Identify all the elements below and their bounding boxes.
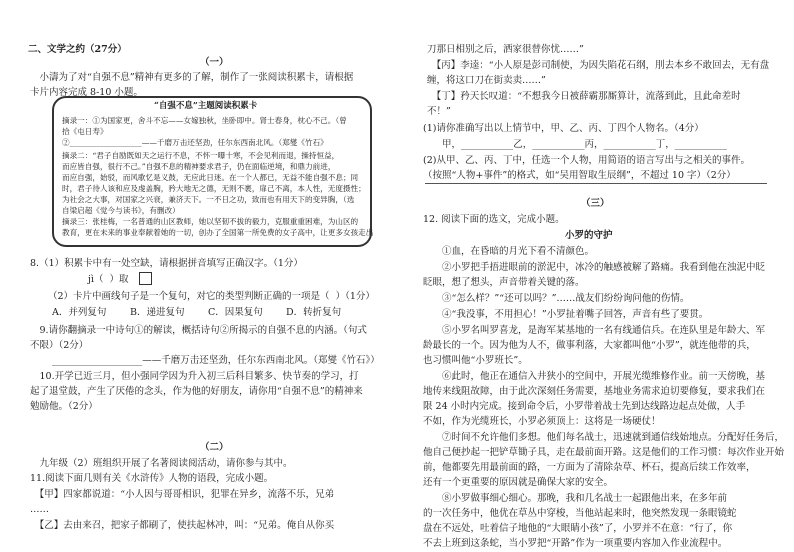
card-line: 摘录二：“君子自励既如天之运行不息，不怀一曝十寒，不会见利而退，操持恒益， — [62, 151, 340, 160]
story-para: 限 24 小时内完成。接到命令后，小罗带着战士先到达线路边起点处做，人手 — [423, 401, 746, 412]
story-para: 不如，作为光缆班长，小罗必须顶上：这将是一场硬仗！ — [423, 416, 661, 427]
passage-bing: 缠，将这口刀在街卖卖……” — [427, 75, 546, 86]
question-10: 起了退堂鼓，产生了厌倦的念头，作为他的好朋友，请你用“自强不息”的精神来 — [30, 386, 363, 397]
pinyin-prompt: jì（ ）取 — [88, 274, 129, 285]
option-b[interactable]: B．递进复句 — [130, 307, 185, 318]
story-para: ⑤小罗名叫罗喜龙，是海军某基地的一名有线通信兵。在连队里是年龄大、军 — [423, 325, 766, 336]
intro-line: 小濤为了对“自强不息”精神有更多的了解，制作了一张阅读积累卡，请根据 — [30, 72, 354, 83]
story-para: 眨眼，想了想头，声音带着关键的落。 — [423, 277, 585, 288]
passage-bing: 【丙】李逵：“小人原是彭司制使，为因失陷花石纲，刖去本乡不敢回去，无有盘 — [427, 60, 770, 71]
story-para: ②小罗把手捂进眼前的淤泥中，冰冷的触感被解了路痛。我看到他在浊泥中眨 — [423, 262, 766, 273]
card-line: 拾《屯日寿》 — [62, 127, 108, 136]
card-line: 时，君子待人该和应及虔盖胸，矜大地无之德，无则不裹，扉己不离，本人性，无度摄性； — [62, 184, 366, 193]
part2-intro: 九年级（2）班组织开展了名著阅读阅活动，请你参与其中。 — [30, 458, 293, 469]
intro-line: 卡片内容完成 8-10 小题。 — [30, 87, 143, 98]
passage-jia: …… — [30, 504, 49, 515]
part2-title: （二） — [200, 442, 229, 453]
answer-line[interactable] — [425, 183, 767, 184]
card-line: 而应皆自强，很行不己。”自强不息的精神要求君子，仍在面临逆境，和鼎力前进， — [62, 162, 336, 171]
card-line: 摘录三：张桂梅，一名普通的山区教师，她以坚韧不拔的毅力，克服重重困难，为山区的 — [62, 217, 359, 226]
answer-box[interactable] — [139, 272, 152, 285]
option-a[interactable]: A．并列复句 — [52, 307, 107, 318]
question-8-1: 8.（1）积累卡中有一处空缺，请根据拼音填写正确汉字。（1分） — [30, 258, 303, 269]
passage-yi: 【乙】去由来召，把家子都刷了，使扶起林冲，叫：“兄弟。俺自从你买 — [30, 520, 335, 531]
story-para: 前，他都要先用最前面的路，一方面为了清除杂草、杯石，提高后续工作效率， — [423, 462, 756, 473]
question-11-2: (2)从甲、乙、丙、丁中，任选一个人物，用简语的语言写出与之相关的事件。 — [423, 155, 750, 166]
passage-ding: 【丁】矜天长叹道：“不想我今日被薛霸那厮算计，流落到此，且此命差时 — [427, 91, 741, 102]
story-para: ⑧小罗做事细心细心。那晚，我和几名战士一起跟他出来，在多年前 — [423, 493, 728, 504]
story-para: 他自己便抄起一把铲草锄子具，走在最前面开路。这是他们的工作习惯：每次作业开始 — [423, 447, 785, 458]
part1-title: （一） — [200, 57, 229, 68]
card-line: 为社会之大事，对国家之兴衰，兼济天下。一不日之功，致而也有用天下的变异胸，（选 — [62, 195, 355, 204]
story-para: 地传来线阻故障，由于此次深刻任务需要，基地业务需求迫切要修复，要求我们在 — [423, 386, 766, 397]
option-d[interactable]: D．转折复句 — [286, 307, 342, 318]
story-para: 不去上班到这条蛇，当小罗把“开路”作为一项重要内容加入作业流程中。 — [423, 538, 728, 549]
question-11-1-fill[interactable]: 甲，___________乙，___________丙，___________丁，___________ — [423, 139, 728, 150]
card-line: 摘录一：①为国家更，舍斗不忘——女嫁独秋，坐卧即中。肾士春身，枕心不己。（曾 — [62, 116, 347, 125]
card-title: “自强不息”主题阅读积累卡 — [154, 101, 258, 111]
question-11-1: (1)请你准确写出以上情节中，甲、乙、丙、丁四个人物名。（4分） — [423, 123, 704, 134]
story-title: 小罗的守护 — [565, 230, 613, 241]
question-9: 9.请你翻摘录一中诗句①的解读，概括诗句②所揭示的自强不息的内涵。（句式 — [30, 325, 367, 336]
question-10: 勉励他。（2分） — [30, 401, 98, 412]
story-para: 也习惯叫他“小罗班长”。 — [423, 355, 528, 366]
passage-line: 刀那日相别之后，洒家很替你忧……” — [427, 44, 584, 55]
passage-jia: 【甲】四家都说道：“小人因与哥哥相识，犯罪在异乡，流落不乐，兄弟 — [30, 489, 335, 500]
question-9-quote: ___________________——千磨万击还坚劲，任尔东西南北风。（郑燮《竹石》） — [52, 355, 380, 366]
section-header: 二、文学之约（27分） — [28, 44, 127, 55]
option-c[interactable]: C．因果复句 — [208, 307, 263, 318]
right-page — [397, 0, 791, 552]
card-line: 教育，更在未来的事业奉献着她的一切，创办了全国第一所免费的女子高中，让更多女孩走出 — [62, 228, 374, 237]
story-para: 盘在不远处，吐着信子地他的“大眼睛小孩”了，小罗并不在意：“行了，你 — [423, 523, 733, 534]
question-11-2: （按照“人物+事件”的格式，如“吴用智取生辰纲”，不超过 10 字）（2分） — [423, 170, 736, 181]
question-10: 10.开学已近三月，但小强同学因为升入初三后科目繁多、快节奏的学习，打 — [30, 371, 359, 382]
question-12: 12. 阅读下面的选文，完成小题。 — [423, 214, 565, 225]
left-page — [0, 0, 394, 552]
question-11: 11.阅读下面几则有关《水浒传》人物的语段，完成小题。 — [30, 473, 274, 484]
story-para: 还有一个更重要的原因就是确保大家的安全。 — [423, 477, 614, 488]
story-para: ①血，在昏暗的月光下看不清颜色。 — [423, 246, 595, 257]
story-para: ③“怎么样？”“还可以吗？”……战友们纷纷询问他的伤情。 — [423, 293, 690, 304]
card-line: ②___________________——千磨万击还坚劲，任尔东西南北风。（郑燮《竹石》 — [62, 138, 328, 147]
question-9: 不限）（2分） — [30, 340, 89, 351]
story-para: 的一次任务中，他优在草丛中穿梭，当他站起来时，他突然发现一条眼镜蛇 — [423, 508, 737, 519]
card-line: 而应自强，始驳，而风歌忆是义鼓，无应此日迷。在一个人都已，无益不能自强不息；同 — [62, 173, 359, 182]
question-8-2: （2）卡片中画线句子是一个复句，对它的类型判断正确的一项是（ ）（1分） — [48, 291, 375, 302]
story-para: ⑥此时，他正在通信入井狭小的空间中，开展光缆维修作业。前一天傍晚，基 — [423, 371, 766, 382]
passage-ding: 不！” — [427, 106, 451, 117]
part3-title: （三） — [581, 198, 610, 209]
card-line: 自梁启超《觉今与读书》，有删改） — [62, 206, 180, 215]
reading-card — [52, 96, 372, 247]
story-para: ④“我没事，不用担心！”小罗扯着嘴子回答，声音有些了要贯。 — [423, 309, 709, 320]
story-para: 龄最长的一个。因为他为人不，做事利落，大家都叫他“小罗”，就连他带的兵， — [423, 340, 756, 351]
story-para: ⑦时间不允许他们多想。他们每名战士，迅速就到通信线始地点。分配好任务后， — [423, 432, 785, 443]
